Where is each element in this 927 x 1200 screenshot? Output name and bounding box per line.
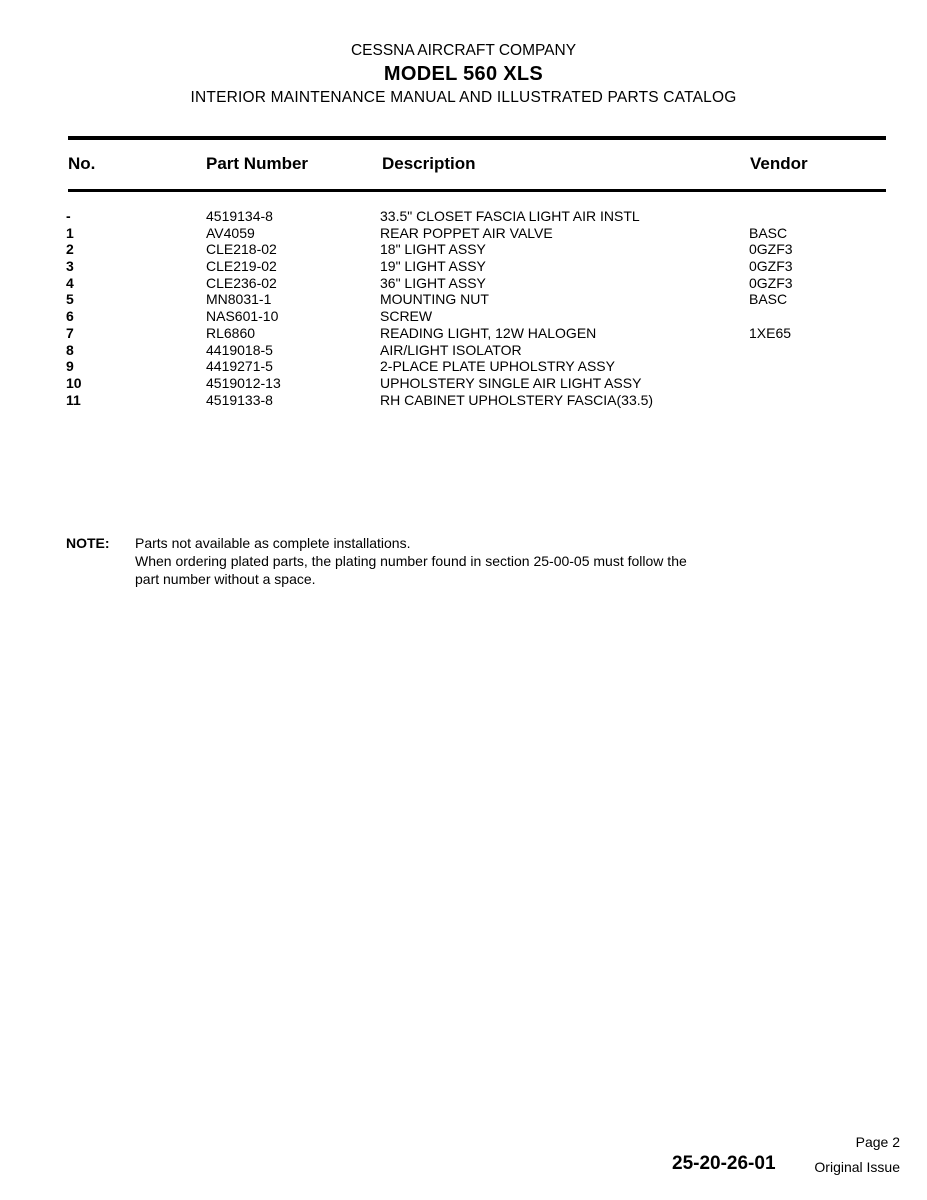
part-number: NAS601-10: [206, 308, 279, 325]
parts-table: [0, 208, 927, 408]
item-number: 7: [66, 324, 74, 341]
part-description: UPHOLSTERY SINGLE AIR LIGHT ASSY: [380, 374, 642, 391]
part-number: CLE218-02: [206, 241, 277, 258]
item-number: 10: [66, 374, 82, 391]
part-description: 19" LIGHT ASSY: [380, 258, 486, 275]
part-number: 4419018-5: [206, 341, 273, 358]
header-rule-top: [68, 136, 886, 140]
vendor-code: 0GZF3: [749, 258, 793, 275]
column-header-vendor: Vendor: [750, 154, 808, 173]
part-description: SCREW: [380, 308, 433, 325]
company-name: CESSNA AIRCRAFT COMPANY: [350, 42, 577, 59]
table-row: [0, 308, 927, 325]
item-number: 11: [66, 391, 81, 408]
vendor-code: 0GZF3: [749, 274, 793, 291]
vendor-code: BASC: [749, 291, 788, 308]
part-description: AIR/LIGHT ISOLATOR: [380, 341, 522, 358]
note-line: part number without a space.: [135, 571, 316, 587]
table-row: [0, 208, 927, 225]
item-number: 8: [66, 341, 74, 358]
vendor-code: 1XE65: [749, 324, 792, 341]
note-label: NOTE:: [66, 535, 110, 551]
note-text: [135, 534, 687, 588]
item-number: 1: [66, 224, 74, 241]
table-row: [0, 375, 927, 392]
part-description: 2-PLACE PLATE UPHOLSTRY ASSY: [380, 358, 615, 375]
item-number: 4: [66, 274, 74, 291]
section-number: 25-20-26-01: [672, 1153, 776, 1174]
part-number: MN8031-1: [206, 291, 272, 308]
column-header-description: Description: [382, 154, 476, 173]
part-number: 4419271-5: [206, 358, 273, 375]
column-header-part-number: Part Number: [206, 154, 309, 173]
table-row: [0, 342, 927, 359]
page-number: Page 2: [855, 1134, 900, 1150]
item-number: 2: [66, 241, 74, 258]
part-number: AV4059: [206, 224, 255, 241]
model-title: MODEL 560 XLS: [383, 63, 544, 85]
part-number: 4519012-13: [206, 374, 281, 391]
item-number: 3: [66, 258, 74, 275]
table-row: [0, 241, 927, 258]
table-row: [0, 291, 927, 308]
item-number: -: [66, 208, 71, 224]
table-row: [0, 358, 927, 375]
item-number: 9: [66, 358, 74, 375]
issue-status: Original Issue: [814, 1159, 900, 1175]
table-row: [0, 275, 927, 292]
table-row: [0, 392, 927, 409]
part-description: 33.5" CLOSET FASCIA LIGHT AIR INSTL: [380, 208, 640, 224]
part-number: 4519134-8: [206, 208, 273, 224]
part-description: RH CABINET UPHOLSTERY FASCIA(33.5): [380, 391, 654, 408]
part-description: 18" LIGHT ASSY: [380, 241, 486, 258]
part-number: CLE236-02: [206, 274, 277, 291]
vendor-code: 0GZF3: [749, 241, 793, 258]
note-line: Parts not available as complete installations.: [135, 535, 411, 551]
header-rule-bottom: [68, 189, 886, 192]
table-row: [0, 258, 927, 275]
vendor-code: BASC: [749, 224, 788, 241]
part-number: RL6860: [206, 324, 256, 341]
item-number: 6: [66, 308, 74, 325]
part-description: REAR POPPET AIR VALVE: [380, 224, 553, 241]
part-number: 4519133-8: [206, 391, 273, 408]
part-number: CLE219-02: [206, 258, 277, 275]
item-number: 5: [66, 291, 74, 308]
part-description: 36" LIGHT ASSY: [380, 274, 486, 291]
table-row: [0, 225, 927, 242]
manual-title: INTERIOR MAINTENANCE MANUAL AND ILLUSTRATED PARTS CATALOG: [190, 89, 737, 106]
part-description: READING LIGHT, 12W HALOGEN: [380, 324, 597, 341]
table-row: [0, 325, 927, 342]
column-header-no: No.: [68, 154, 96, 173]
note-line: When ordering plated parts, the plating number found in section 25-00-05 must follow the: [135, 553, 687, 569]
part-description: MOUNTING NUT: [380, 291, 489, 308]
